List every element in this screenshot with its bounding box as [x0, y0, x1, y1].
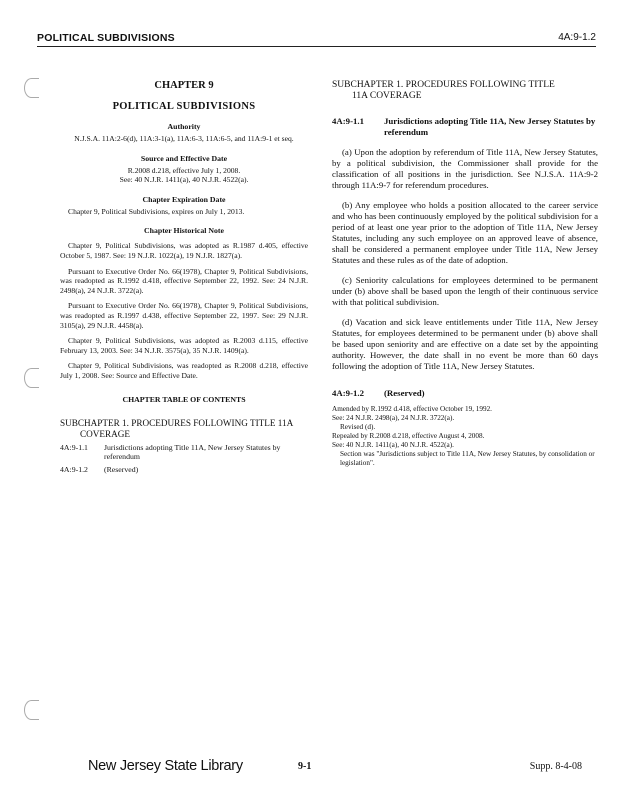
section-title: (Reserved) — [384, 388, 425, 398]
supplement-date: Supp. 8-4-08 — [529, 761, 582, 772]
expiration-text: Chapter 9, Political Subdivisions, expires on July 1, 2013. — [68, 206, 245, 216]
rule-paragraph: (b) Any employee who holds a position allocated to the career service and who has been continuously employed by the political subdivision for a period of at least one year prior to the adoption of Title 11A, New Jersey Statutes, including any such employee on an approved leave of absence, shall be considered a permanent employee under Title 11A, New Jersey Statutes and these rules as of the date of adoption. — [332, 200, 598, 265]
toc-entry[interactable] — [60, 465, 308, 475]
section-heading — [332, 116, 598, 138]
toc-entry-title: Jurisdictions adopting Title 11A, New Jersey Statutes by referendum — [104, 442, 281, 461]
punch-hole-mark — [24, 368, 39, 388]
toc-entry[interactable] — [60, 443, 308, 462]
history-line: See: 40 N.J.R. 1411(a), 40 N.J.R. 4522(a). — [332, 441, 454, 449]
section-number: 4A:9-1.1 — [332, 116, 365, 126]
historical-note: Chapter 9, Political Subdivisions, was adopted as R.2003 d.115, effective February 13, 2003. See: 34 N.J.R. 3575(a), 35 N.J.R. 1409(a). — [60, 336, 308, 355]
expiration-heading: Chapter Expiration Date — [142, 194, 226, 204]
toc-subchapter-heading — [60, 418, 308, 440]
toc-entry-number: 4A:9-1.1 — [60, 442, 88, 452]
historical-note: Pursuant to Executive Order No. 66(1978), Chapter 9, Political Subdivisions, was readopted as R.1997 d.438, effective September 22, 1997. See: 29 N.J.R. 3105(a), 29 N.J.R. 4458(a). — [60, 301, 308, 330]
history-line: Section was "Jurisdictions subject to Title 11A, New Jersey Statutes, by consolidation or legislation". — [340, 450, 595, 467]
authority-heading: Authority — [167, 122, 201, 131]
rule-paragraph: (a) Upon the adoption by referendum of Title 11A, New Jersey Statutes, by a political subdivision, the Commissioner shall provide for the classification of all positions in the jurisdiction. See N.J.S.A. 11A:9-2 through 11A:9-7 for referendum procedures. — [332, 147, 598, 190]
subchapter-line: 11A COVERAGE — [352, 91, 422, 101]
history-line: Repealed by R.2008 d.218, effective August 4, 2008. — [332, 432, 485, 440]
section-number: 4A:9-1.2 — [332, 388, 365, 398]
section-history — [332, 405, 598, 468]
source-line: See: 40 N.J.R. 1411(a), 40 N.J.R. 4522(a). — [119, 175, 249, 185]
left-column — [60, 80, 308, 474]
toc-subchapter-line: COVERAGE — [80, 428, 131, 439]
library-watermark: New Jersey State Library — [88, 758, 243, 774]
header-title: POLITICAL SUBDIVISIONS — [37, 32, 175, 44]
rule-paragraph: (c) Seniority calculations for employees determined to be permanent under (b) above shall be based upon the length of their continuous service with that political subdivision. — [332, 275, 598, 307]
punch-hole-mark — [24, 700, 39, 720]
authority-text: N.J.S.A. 11A:2-6(d), 11A:3-1(a), 11A:6-3, 11A:6-5, and 11A:9-1 et seq. — [74, 134, 294, 143]
history-line: Revised (d). — [340, 423, 376, 431]
source-heading: Source and Effective Date — [140, 153, 228, 163]
chapter-number: CHAPTER 9 — [154, 80, 214, 91]
historical-note: Chapter 9, Political Subdivisions, was readopted as R.2008 d.218, effective July 1, 2008. See: Source and Effective Date. — [60, 361, 308, 380]
section-title: Jurisdictions adopting Title 11A, New Jersey Statutes by referendum — [384, 116, 596, 137]
historical-note: Chapter 9, Political Subdivisions, was adopted as R.1987 d.405, effective October 5, 1987. See: 19 N.J.R. 1022(a), 19 N.J.R. 1827(a). — [60, 241, 308, 260]
header-section-number: 4A:9-1.2 — [558, 32, 596, 43]
section-heading — [332, 388, 598, 399]
historical-note-heading: Chapter Historical Note — [144, 226, 224, 236]
right-column — [332, 80, 598, 468]
source-line: R.2008 d.218, effective July 1, 2008. — [127, 165, 241, 175]
page-number: 9-1 — [298, 761, 312, 772]
chapter-title: POLITICAL SUBDIVISIONS — [112, 101, 256, 112]
header-rule — [37, 46, 596, 47]
punch-hole-mark — [24, 78, 39, 98]
subchapter-line: SUBCHAPTER 1. PROCEDURES FOLLOWING TITLE — [332, 80, 555, 90]
history-line: See: 24 N.J.R. 2498(a), 24 N.J.R. 3722(a). — [332, 414, 455, 422]
historical-note: Pursuant to Executive Order No. 66(1978), Chapter 9, Political Subdivisions, was readopted as R.1992 d.418, effective September 22, 1992. See: 24 N.J.R. 2498(a), 24 N.J.R. 3722(a). — [60, 266, 308, 295]
subchapter-heading — [332, 80, 598, 102]
history-line: Amended by R.1992 d.418, effective October 19, 1992. — [332, 405, 492, 413]
rule-paragraph: (d) Vacation and sick leave entitlements under Title 11A, New Jersey Statutes, for employees determined to be permanent under (b) above shall be based upon seniority and are effective on a date set by the appointing authority. However, the date shall in no event be more than 60 days following the adoption of Title 11A, New Jersey Statutes. — [332, 317, 598, 371]
toc-subchapter-line: SUBCHAPTER 1. PROCEDURES FOLLOWING TITLE 11A — [60, 417, 294, 428]
toc-entry-title: (Reserved) — [104, 464, 139, 474]
toc-entry-number: 4A:9-1.2 — [60, 464, 88, 474]
toc-heading: CHAPTER TABLE OF CONTENTS — [122, 394, 246, 404]
